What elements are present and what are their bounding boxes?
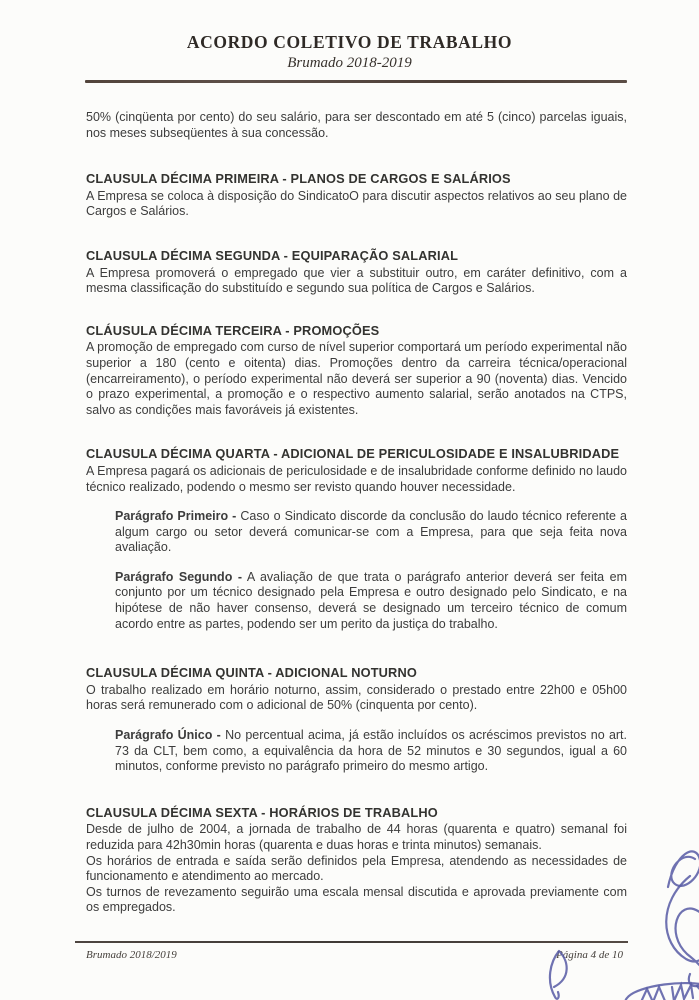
document-body: [86, 88, 627, 916]
footer-edition: Brumado 2018/2019: [86, 949, 177, 961]
subparagraph-text: A avaliação de que trata o parágrafo anterior deverá ser feita em conjunto por um técnico designado pela Empresa e outro designado pelo Sindicato, e na hipótese de não haver consenso, deverá se designado um terceiro técnico de comum acordo entre as partes, podendo ser um perito da justiça do trabalho.: [115, 569, 627, 631]
signature-ellipse: [625, 983, 699, 1000]
clause-heading: CLAUSULA DÉCIMA QUARTA - ADICIONAL DE PERICULOSIDADE E INSALUBRIDADE: [86, 446, 620, 462]
subparagraph-unico: [115, 728, 627, 775]
subparagraph-lead: Parágrafo Único -: [115, 728, 221, 743]
document-subtitle: Brumado 2018-2019: [287, 55, 412, 71]
subparagraph-segundo: [115, 570, 627, 632]
footer-rule: [75, 941, 628, 943]
clause-paragraph: Os horários de entrada e saída serão definidos pela Empresa, atendendo as necessidades de funcionamento e atendimento ao mercado.: [86, 853, 627, 884]
clause-paragraph: Os turnos de revezamento seguirão uma escala mensal discutida e aprovada previamente com os empregados.: [86, 884, 627, 915]
clause-decima-segunda: [86, 248, 627, 297]
footer-page-number: Página 4 de 10: [556, 949, 623, 961]
document-title: ACORDO COLETIVO DE TRABALHO: [186, 32, 513, 52]
subparagraph-lead: Parágrafo Segundo -: [115, 569, 242, 584]
clause-heading: CLÁUSULA DÉCIMA TERCEIRA - PROMOÇÕES: [86, 322, 380, 338]
clause-decima-quinta: [86, 665, 627, 775]
clause-heading: CLAUSULA DÉCIMA SEGUNDA - EQUIPARAÇÃO SALARIAL: [86, 247, 459, 263]
clause-heading: CLAUSULA DÉCIMA SEXTA - HORÁRIOS DE TRABALHO: [86, 804, 438, 820]
header-rule: [85, 80, 627, 83]
subparagraph-primeiro: [115, 509, 627, 556]
clause-heading: CLAUSULA DÉCIMA QUINTA - ADICIONAL NOTURNO: [86, 665, 417, 681]
clause-decima-terceira: [86, 323, 627, 419]
clause-decima-quarta: [86, 446, 627, 632]
clause-heading: CLAUSULA DÉCIMA PRIMEIRA - PLANOS DE CARGOS E SALÁRIOS: [86, 171, 511, 187]
document-footer: [0, 941, 699, 961]
document-header: [0, 0, 699, 72]
signature-ink-loops: [668, 851, 699, 887]
subparagraph-text: No percentual acima, já estão incluídos os acréscimos previstos no art. 73 da CLT, bem como, a equivalência da hora de 52 minutos e 30 segundos, igual a 60 minutos, conforme previsto no parágrafo primeiro do mesmo artigo.: [115, 728, 628, 774]
subparagraph-text: Caso o Sindicato discorde da conclusão do laudo técnico referente a algum cargo ou setor deverá comunicar-se com a Empresa, para que seja feita nova avaliação.: [115, 509, 627, 555]
clause-paragraph: A promoção de empregado com curso de nível superior comportará um período experimental não superior a 180 (cento e oitenta) dias. Promoções dentro da carreira técnica/operacional (encarreiramento), o período experimental não deverá ser superior a 90 (noventa) dias. Vencido o prazo experimental, a promoção e o respectivo aumento salarial, serão anotados na CTPS, salvo as condições mais favoráveis já existentes.: [86, 340, 627, 417]
signature-scribble: [641, 985, 693, 1000]
clause-paragraph: A Empresa se coloca à disposição do SindicatoO para discutir aspectos relativos ao seu plano de Cargos e Salários.: [86, 188, 627, 219]
clause-paragraph: A Empresa pagará os adicionais de periculosidade e de insalubridade conforme definido no laudo técnico realizado, podendo o mesmo ser revisto quando houver necessidade.: [86, 463, 627, 494]
intro-paragraph: 50% (cinqüenta por cento) do seu salário, para ser descontado em até 5 (cinco) parcelas iguais, nos meses subseqüentes à sua concessão.: [86, 110, 627, 140]
clause-decima-primeira: [86, 171, 627, 220]
signature-ink-sweep: [666, 876, 699, 986]
clause-paragraph: O trabalho realizado em horário noturno, assim, considerado o prestado entre 22h00 e 05h00 horas será remunerado com o adicional de 50% (cinquenta por cento).: [86, 682, 627, 713]
subparagraph-lead: Parágrafo Primeiro -: [115, 509, 237, 524]
clause-paragraph: Desde de julho de 2004, a jornada de trabalho de 44 horas (quarenta e quatro) semanal foi reduzida para 42h30min horas (quarenta e duas horas e trinta minutos) semanais.: [86, 822, 627, 852]
clause-paragraph: A Empresa promoverá o empregado que vier a substituir outro, em caráter definitivo, com a mesma classificação do substituído e segundo sua política de Cargos e Salários.: [86, 265, 627, 296]
clause-decima-sexta: [86, 805, 627, 916]
